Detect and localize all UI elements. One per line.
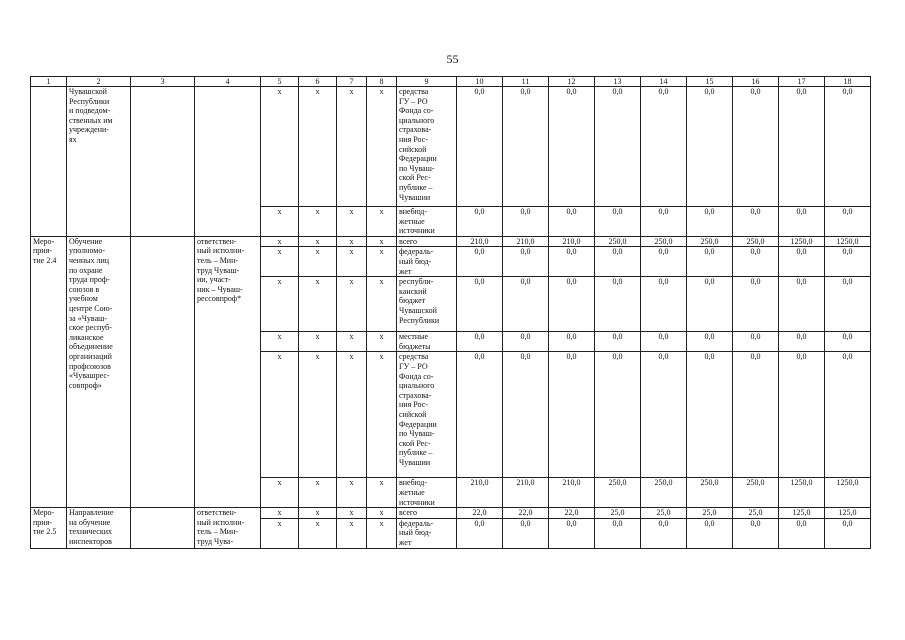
amount-cell: 250,0 [733,236,779,247]
amount-cell: 0,0 [825,207,871,237]
budget-code-cell: x [299,247,337,277]
funding-source-cell: средства ГУ – РО Фонда со- циального страхова- ния Рос- сийской Федерации по Чуваш- ской Рес- публике – Чувашии [397,352,457,478]
budget-code-cell: x [337,277,367,332]
table-row [31,236,871,247]
amount-cell: 0,0 [457,277,503,332]
budget-code-cell: x [367,518,397,548]
amount-cell: 0,0 [641,87,687,207]
amount-cell: 0,0 [733,207,779,237]
responsible-executor-cell [195,87,261,237]
amount-cell: 0,0 [825,332,871,352]
amount-cell: 0,0 [641,332,687,352]
amount-cell: 0,0 [595,352,641,478]
amount-cell: 0,0 [733,277,779,332]
amount-cell: 25,0 [595,508,641,519]
column-number-8: 8 [367,77,397,87]
responsible-executor-cell: ответствен- ный исполни- тель – Мин- труд Чуваш- ии, участ- ник – Чуваш- рессовпроф* [195,236,261,507]
measure-code-cell [31,87,67,237]
amount-cell: 210,0 [457,478,503,508]
column-number-17: 17 [779,77,825,87]
budget-code-cell: x [337,247,367,277]
budget-code-cell: x [299,518,337,548]
amount-cell: 0,0 [595,87,641,207]
amount-cell: 0,0 [503,87,549,207]
budget-table [30,76,871,549]
funding-source-cell: федераль- ный бюд- жет [397,247,457,277]
budget-code-cell: x [261,478,299,508]
amount-cell: 0,0 [595,332,641,352]
header-row [31,77,871,87]
funding-source-cell: республи- канский бюджет Чувашской Республики [397,277,457,332]
amount-cell: 0,0 [779,87,825,207]
column-number-11: 11 [503,77,549,87]
budget-code-cell: x [337,508,367,519]
column-3-cell [131,87,195,237]
budget-code-cell: x [261,207,299,237]
amount-cell: 250,0 [687,236,733,247]
amount-cell: 0,0 [825,247,871,277]
amount-cell: 0,0 [549,207,595,237]
amount-cell: 0,0 [687,518,733,548]
amount-cell: 0,0 [825,277,871,332]
budget-code-cell: x [367,332,397,352]
budget-code-cell: x [299,236,337,247]
amount-cell: 0,0 [733,352,779,478]
amount-cell: 0,0 [687,87,733,207]
budget-code-cell: x [337,332,367,352]
amount-cell: 0,0 [641,518,687,548]
amount-cell: 250,0 [595,236,641,247]
amount-cell: 0,0 [503,518,549,548]
column-number-2: 2 [67,77,131,87]
column-number-4: 4 [195,77,261,87]
amount-cell: 250,0 [641,478,687,508]
budget-code-cell: x [261,247,299,277]
amount-cell: 0,0 [641,352,687,478]
amount-cell: 0,0 [641,247,687,277]
amount-cell: 125,0 [779,508,825,519]
amount-cell: 22,0 [457,508,503,519]
budget-code-cell: x [337,518,367,548]
amount-cell: 0,0 [457,87,503,207]
responsible-executor-cell: ответствен- ный исполни- тель – Мин- труд Чува- [195,508,261,549]
amount-cell: 0,0 [503,247,549,277]
amount-cell: 0,0 [779,352,825,478]
budget-code-cell: x [367,236,397,247]
budget-code-cell: x [299,478,337,508]
funding-source-cell: местные бюджеты [397,332,457,352]
amount-cell: 1250,0 [825,236,871,247]
amount-cell: 0,0 [733,332,779,352]
column-number-12: 12 [549,77,595,87]
amount-cell: 0,0 [733,247,779,277]
amount-cell: 0,0 [595,247,641,277]
amount-cell: 22,0 [503,508,549,519]
amount-cell: 0,0 [595,277,641,332]
budget-code-cell: x [261,352,299,478]
measure-name-cell: Обучение уполномо- ченных лиц по охране труда проф- союзов в учебном центре Сою- за «Чуваш- ское респуб- ликанское объединение организаций профсоюзов «Чувашрес- совпроф» [67,236,131,507]
funding-source-cell: всего [397,508,457,519]
amount-cell: 0,0 [503,332,549,352]
funding-source-cell: всего [397,236,457,247]
amount-cell: 210,0 [503,478,549,508]
amount-cell: 0,0 [825,87,871,207]
amount-cell: 25,0 [733,508,779,519]
column-number-5: 5 [261,77,299,87]
amount-cell: 0,0 [457,518,503,548]
budget-code-cell: x [261,236,299,247]
amount-cell: 250,0 [733,478,779,508]
budget-code-cell: x [337,207,367,237]
amount-cell: 1250,0 [779,478,825,508]
amount-cell: 210,0 [457,236,503,247]
budget-code-cell: x [367,352,397,478]
column-number-7: 7 [337,77,367,87]
funding-source-cell: внебюд- жетные источники [397,207,457,237]
budget-code-cell: x [367,207,397,237]
amount-cell: 210,0 [549,478,595,508]
budget-code-cell: x [261,518,299,548]
column-number-15: 15 [687,77,733,87]
funding-source-cell: федераль- ный бюд- жет [397,518,457,548]
amount-cell: 125,0 [825,508,871,519]
column-number-10: 10 [457,77,503,87]
amount-cell: 0,0 [549,277,595,332]
amount-cell: 0,0 [687,277,733,332]
amount-cell: 0,0 [825,352,871,478]
table-row [31,87,871,207]
amount-cell: 0,0 [779,247,825,277]
budget-code-cell: x [337,352,367,478]
budget-code-cell: x [337,87,367,207]
table-row [31,508,871,519]
budget-code-cell: x [299,508,337,519]
budget-code-cell: x [299,352,337,478]
amount-cell: 0,0 [549,352,595,478]
measure-code-cell: Меро- прия- тие 2.4 [31,236,67,507]
amount-cell: 250,0 [595,478,641,508]
amount-cell: 0,0 [595,518,641,548]
column-number-13: 13 [595,77,641,87]
column-number-16: 16 [733,77,779,87]
column-number-6: 6 [299,77,337,87]
column-number-14: 14 [641,77,687,87]
table-body [31,87,871,549]
amount-cell: 0,0 [733,87,779,207]
amount-cell: 0,0 [779,207,825,237]
budget-code-cell: x [299,87,337,207]
amount-cell: 22,0 [549,508,595,519]
column-number-9: 9 [397,77,457,87]
budget-code-cell: x [367,508,397,519]
amount-cell: 1250,0 [825,478,871,508]
column-3-cell [131,508,195,549]
amount-cell: 210,0 [549,236,595,247]
funding-source-cell: внебюд- жетные источники [397,478,457,508]
amount-cell: 1250,0 [779,236,825,247]
budget-code-cell: x [367,277,397,332]
column-number-1: 1 [31,77,67,87]
budget-code-cell: x [299,207,337,237]
amount-cell: 0,0 [733,518,779,548]
amount-cell: 0,0 [779,332,825,352]
amount-cell: 0,0 [549,87,595,207]
budget-code-cell: x [367,478,397,508]
amount-cell: 0,0 [779,518,825,548]
measure-name-cell: Чувашской Республики и подведом- ственных им учреждени- ях [67,87,131,237]
budget-code-cell: x [299,332,337,352]
amount-cell: 0,0 [687,352,733,478]
column-number-18: 18 [825,77,871,87]
amount-cell: 0,0 [549,518,595,548]
budget-code-cell: x [261,508,299,519]
amount-cell: 0,0 [457,247,503,277]
budget-code-cell: x [367,247,397,277]
budget-code-cell: x [337,236,367,247]
amount-cell: 0,0 [503,207,549,237]
budget-code-cell: x [261,277,299,332]
amount-cell: 25,0 [641,508,687,519]
budget-code-cell: x [337,478,367,508]
budget-code-cell: x [367,87,397,207]
column-3-cell [131,236,195,507]
amount-cell: 0,0 [687,207,733,237]
amount-cell: 0,0 [549,332,595,352]
budget-code-cell: x [299,277,337,332]
amount-cell: 0,0 [687,247,733,277]
amount-cell: 250,0 [641,236,687,247]
amount-cell: 0,0 [641,277,687,332]
amount-cell: 0,0 [457,207,503,237]
amount-cell: 0,0 [503,277,549,332]
amount-cell: 0,0 [457,332,503,352]
amount-cell: 0,0 [825,518,871,548]
amount-cell: 0,0 [595,207,641,237]
funding-source-cell: средства ГУ – РО Фонда со- циального страхова- ния Рос- сийской Федерации по Чуваш- ской Рес- публике – Чувашии [397,87,457,207]
page-number: 55 [446,52,459,66]
amount-cell: 0,0 [503,352,549,478]
amount-cell: 0,0 [549,247,595,277]
amount-cell: 0,0 [687,332,733,352]
budget-code-cell: x [261,332,299,352]
amount-cell: 0,0 [641,207,687,237]
amount-cell: 210,0 [503,236,549,247]
amount-cell: 0,0 [779,277,825,332]
measure-name-cell: Направление на обучение технических инспекторов [67,508,131,549]
measure-code-cell: Меро- прия- тие 2.5 [31,508,67,549]
amount-cell: 0,0 [457,352,503,478]
column-number-3: 3 [131,77,195,87]
amount-cell: 25,0 [687,508,733,519]
budget-code-cell: x [261,87,299,207]
amount-cell: 250,0 [687,478,733,508]
